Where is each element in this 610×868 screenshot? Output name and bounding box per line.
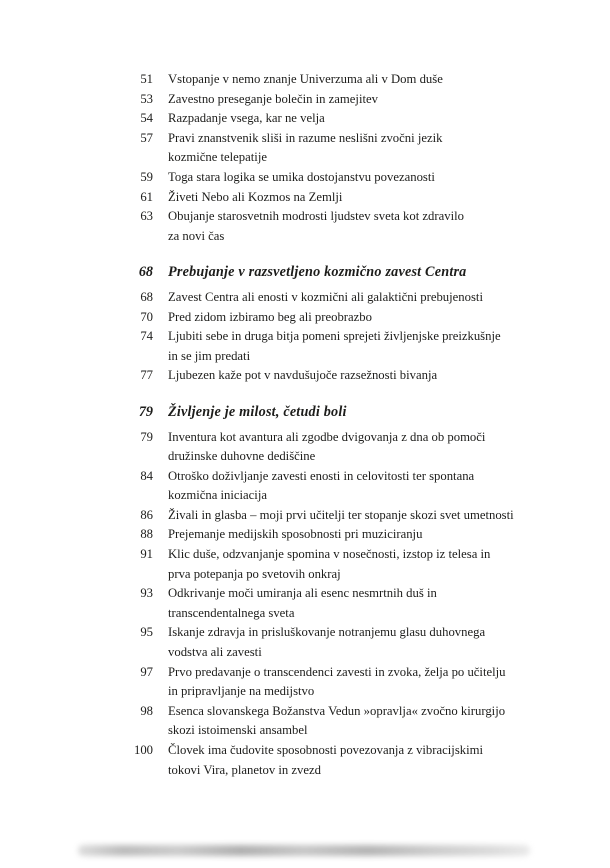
entry-line: Živeti Nebo ali Kozmos na Zemlji (168, 189, 343, 204)
entry-page-number: 86 (140, 507, 153, 522)
entry-page-number: 63 (140, 209, 153, 224)
entry-line: tokovi Vira, planetov in zvezd (168, 762, 321, 777)
toc-entry (0, 525, 514, 545)
toc-section-heading (0, 263, 514, 283)
blurred-footer-smudge (78, 845, 530, 856)
toc-entry (0, 70, 514, 90)
entry-line: Ljubezen kaže pot v navdušujoče razsežnosti bivanja (168, 368, 438, 383)
toc-entry (0, 741, 514, 780)
entry-page-number: 77 (140, 368, 153, 383)
entry-page-number: 53 (140, 91, 153, 106)
toc-entry (0, 327, 514, 366)
entry-page-number: 100 (133, 743, 153, 757)
entry-line: Otroško doživljanje zavesti enosti in celovitosti ter spontana (168, 468, 475, 483)
entry-line: Obujanje starosvetnih modrosti ljudstev sveta kot zdravilo (168, 209, 464, 224)
entry-line: Prejemanje medijskih sposobnosti pri muziciranju (168, 527, 423, 542)
toc-entry (0, 428, 514, 467)
entry-line: za novi čas (168, 228, 225, 243)
toc-entry (0, 545, 514, 584)
entry-title (168, 741, 483, 780)
toc-entry (0, 168, 514, 188)
entry-line: Esenca slovanskega Božanstva Vedun »opravlja« zvočno kirurgijo (168, 703, 506, 718)
toc-entry (0, 467, 514, 506)
section-page-number: 79 (138, 403, 153, 420)
entry-page-number: 54 (140, 111, 153, 126)
toc-entry (0, 308, 514, 328)
entry-title (168, 584, 437, 623)
toc-entry (0, 207, 514, 246)
section-title: Prebujanje v razsvetljeno kozmično zavest Centra (168, 264, 467, 281)
entry-title (168, 70, 443, 90)
toc-entry (0, 623, 514, 662)
entry-page-number: 97 (140, 664, 153, 679)
entry-title (168, 188, 342, 208)
entry-line: vodstva ali zavesti (168, 645, 262, 660)
entry-line: transcendentalnega sveta (168, 605, 295, 620)
entry-line: in pripravljanje na medijstvo (168, 684, 315, 699)
toc-entry (0, 663, 514, 702)
entry-line: Zavestno preseganje bolečin in zamejitev (168, 91, 378, 106)
entry-line: kozmična iniciacija (168, 488, 267, 503)
entry-page-number: 74 (140, 329, 153, 344)
toc-entry (0, 506, 514, 526)
entry-title (168, 663, 506, 702)
entry-line: prva potepanja po svetovih onkraj (168, 566, 341, 581)
entry-line: skozi istoimenski ansambel (168, 723, 308, 738)
entry-line: Vstopanje v nemo znanje Univerzuma ali v Dom duše (168, 72, 443, 86)
entry-page-number: 79 (140, 429, 153, 444)
toc-section-heading (0, 403, 514, 423)
entry-line: Pravi znanstvenik sliši in razume neslišni zvočni jezik (168, 130, 443, 145)
entry-line: Klic duše, odzvanjanje spomina v nosečnosti, izstop iz telesa in (168, 547, 491, 562)
entry-title (168, 506, 514, 526)
entry-title (168, 467, 474, 506)
entry-line: Toga stara logika se umika dostojanstvu povezanosti (168, 169, 435, 184)
entry-title (168, 327, 501, 366)
entry-line: Prvo predavanje o transcendenci zavesti in zvoka, želja po učitelju (168, 664, 506, 679)
entry-title (168, 129, 442, 168)
table-of-contents (0, 70, 514, 780)
entry-title (168, 109, 325, 129)
entry-title (168, 702, 505, 741)
toc-entry (0, 702, 514, 741)
toc-entry (0, 188, 514, 208)
entry-page-number: 68 (140, 289, 153, 304)
entry-title (168, 288, 483, 308)
entry-page-number: 57 (140, 130, 153, 145)
entry-title (168, 366, 437, 386)
entry-line: Človek ima čudovite sposobnosti povezovanja z vibracijskimi (168, 743, 484, 757)
toc-entry (0, 366, 514, 386)
entry-line: Živali in glasba – moji prvi učitelji ter stopanje skozi svet umetnosti (168, 507, 514, 522)
entry-page-number: 88 (140, 527, 153, 542)
entry-title (168, 308, 372, 328)
entry-title (168, 623, 485, 662)
entry-page-number: 51 (140, 72, 153, 86)
entry-line: Ljubiti sebe in druga bitja pomeni sprejeti življenjske preizkušnje (168, 329, 501, 344)
toc-section (0, 263, 514, 386)
entry-title (168, 545, 490, 584)
entry-line: Odkrivanje moči umiranja ali esenc nesmrtnih duš in (168, 586, 437, 601)
toc-entry (0, 109, 514, 129)
entry-line: Razpadanje vsega, kar ne velja (168, 111, 325, 126)
entry-page-number: 61 (140, 189, 153, 204)
entry-page-number: 84 (140, 468, 153, 483)
entry-line: Pred zidom izbiramo beg ali preobrazbo (168, 309, 372, 324)
entry-title (168, 525, 422, 545)
entry-title (168, 207, 464, 246)
entry-line: družinske duhovne dediščine (168, 449, 316, 464)
entry-page-number: 93 (140, 586, 153, 601)
toc-entry (0, 584, 514, 623)
section-page-number: 68 (138, 264, 153, 281)
entry-title (168, 168, 435, 188)
entry-page-number: 70 (140, 309, 153, 324)
entry-page-number: 98 (140, 703, 153, 718)
entry-page-number: 95 (140, 625, 153, 640)
toc-entry (0, 129, 514, 168)
entry-line: Iskanje zdravja in prisluškovanje notranjemu glasu duhovnega (168, 625, 486, 640)
entry-line: Zavest Centra ali enosti v kozmični ali galaktični prebujenosti (168, 289, 483, 304)
toc-entry (0, 90, 514, 110)
toc-section (0, 403, 514, 780)
entry-line: Inventura kot avantura ali zgodbe dvigovanja z dna ob pomoči (168, 429, 486, 444)
entry-page-number: 59 (140, 169, 153, 184)
toc-entry (0, 288, 514, 308)
section-title: Življenje je milost, četudi boli (168, 403, 347, 420)
entry-line: in se jim predati (168, 348, 251, 363)
entry-title (168, 90, 378, 110)
entry-line: kozmične telepatije (168, 150, 267, 165)
entry-title (168, 428, 485, 467)
toc-section (0, 70, 514, 246)
entry-page-number: 91 (140, 547, 153, 562)
